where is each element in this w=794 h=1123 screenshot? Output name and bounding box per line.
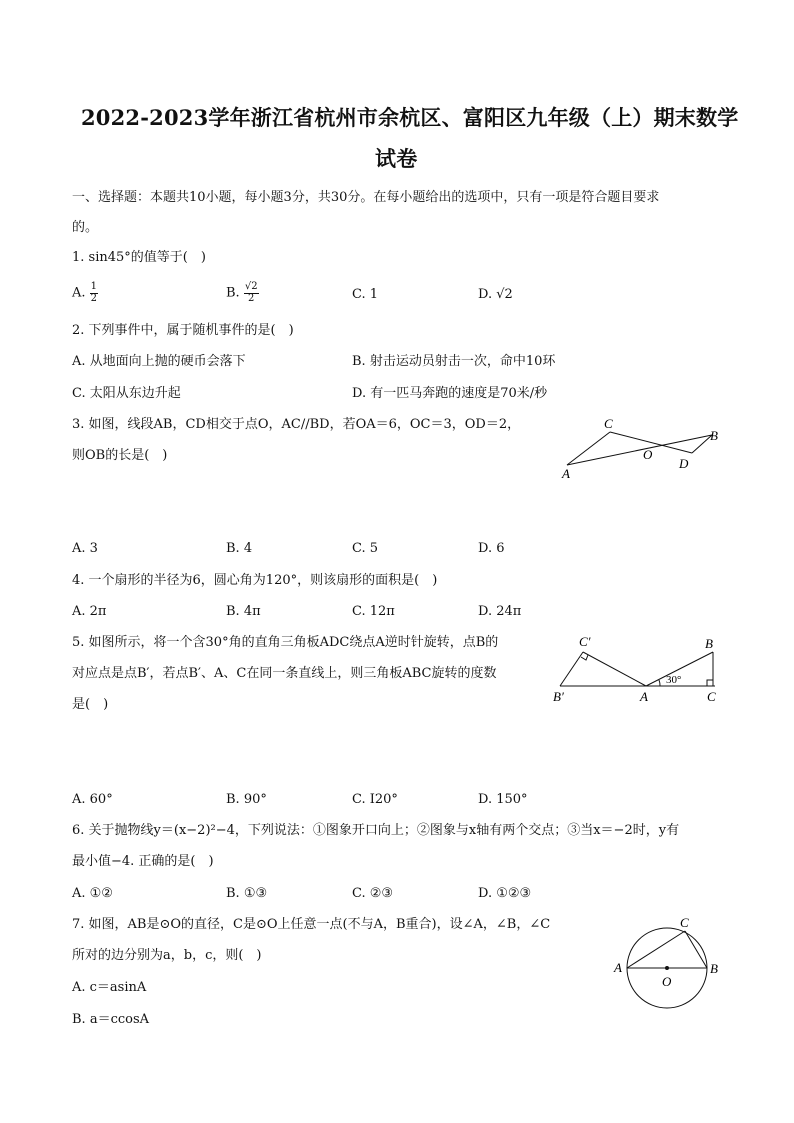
q7-option-a: A. c＝asinA bbox=[72, 980, 147, 995]
q3-figure bbox=[555, 415, 735, 485]
q7-stem-line1: 7. 如图，AB是⊙O的直径，C是⊙O上任意一点(不与A，B重合)，设∠A，∠B，∠C bbox=[72, 917, 551, 932]
q5-stem-line1: 5. 如图所示，将一个含30°角的直角三角板ADC绕点A逆时针旋转，点B的 bbox=[72, 635, 499, 650]
q5-label-a: A bbox=[640, 689, 648, 704]
q2-stem: 2. 下列事件中，属于随机事件的是( ) bbox=[72, 323, 294, 338]
q1-option-d: D. √2 bbox=[478, 287, 513, 302]
q1-option-a: A. $\frac{1}{2}$ bbox=[72, 281, 98, 304]
page-title-line1: 2022-2023学年浙江省杭州市余杭区、富阳区九年级（上）期末数学 bbox=[81, 105, 739, 130]
q3-stem-line1: 3. 如图，线段AB，CD相交于点O，AC//BD，若OA＝6，OC＝3，OD＝2， bbox=[72, 417, 521, 432]
q5-label-b: B bbox=[705, 636, 713, 651]
q7-label-a: A bbox=[614, 960, 622, 975]
q5-angle-label: 30° bbox=[666, 674, 682, 686]
page-title-line2: 试卷 bbox=[375, 146, 418, 171]
q3-option-d: D. 6 bbox=[478, 541, 505, 556]
q2-option-c: C. 太阳从东边升起 bbox=[72, 386, 181, 401]
q7-option-b: B. a＝ccosA bbox=[72, 1012, 150, 1027]
q5-label-c: C bbox=[707, 689, 716, 704]
q6-stem-line1: 6. 关于抛物线y＝(x−2)²−4，下列说法：①图象开口向上；②图象与x轴有两个交点；③当x＝−2时，y有 bbox=[72, 823, 680, 838]
q6-option-c: C. ②③ bbox=[352, 886, 394, 901]
q5-option-c: C. I20° bbox=[352, 792, 398, 807]
q7-label-b: B bbox=[710, 961, 718, 976]
q2-option-b: B. 射击运动员射击一次，命中10环 bbox=[352, 354, 556, 369]
q5-option-a: A. 60° bbox=[72, 792, 113, 807]
q3-label-d: D bbox=[679, 456, 689, 471]
fraction: $\frac{√2}{2}$ bbox=[244, 281, 258, 304]
q5-stem-line3: 是( ) bbox=[72, 697, 109, 712]
q3-option-b: B. 4 bbox=[226, 541, 253, 556]
q6-option-a: A. ①② bbox=[72, 886, 113, 901]
q6-option-b: B. ①③ bbox=[226, 886, 268, 901]
q5-option-b: B. 90° bbox=[226, 792, 267, 807]
q3-label-c: C bbox=[604, 416, 613, 431]
q7-label-c: C bbox=[680, 915, 689, 930]
q5-stem-line2: 对应点是点B′，若点B′、A、C在同一条直线上，则三角板ABC旋转的度数 bbox=[72, 666, 497, 681]
q4-option-d: D. 24π bbox=[478, 604, 522, 619]
q5-label-c-prime: C′ bbox=[579, 634, 591, 649]
q6-option-d: D. ①②③ bbox=[478, 886, 532, 901]
q5-option-d: D. 150° bbox=[478, 792, 528, 807]
q4-stem: 4. 一个扇形的半径为6，圆心角为120°，则该扇形的面积是( ) bbox=[72, 573, 438, 588]
q3-stem-line2: 则OB的长是( ) bbox=[72, 448, 168, 463]
section-heading-line1: 一、选择题：本题共10小题，每小题3分，共30分。在每小题给出的选项中，只有一项是符合题目要求 bbox=[72, 190, 660, 205]
q7-figure bbox=[608, 912, 728, 1022]
q3-label-a: A bbox=[562, 466, 570, 481]
q5-label-b-prime: B′ bbox=[553, 689, 564, 704]
q1-option-b: B. $\frac{√2}{2}$ bbox=[226, 281, 258, 304]
q1-option-c: C. 1 bbox=[352, 287, 379, 302]
q7-label-o: O bbox=[662, 974, 672, 989]
q5-figure bbox=[550, 630, 730, 710]
q7-stem-line2: 所对的边分别为a，b，c，则( ) bbox=[72, 948, 262, 963]
fraction: $\frac{1}{2}$ bbox=[90, 281, 98, 304]
q4-option-a: A. 2π bbox=[72, 604, 107, 619]
section-heading-line2: 的。 bbox=[72, 220, 99, 235]
q3-option-a: A. 3 bbox=[72, 541, 98, 556]
q3-label-o: O bbox=[643, 447, 653, 462]
q6-stem-line2: 最小值−4. 正确的是( ) bbox=[72, 854, 214, 869]
q2-option-d: D. 有一匹马奔跑的速度是70米/秒 bbox=[352, 386, 548, 401]
q4-option-c: C. 12π bbox=[352, 604, 395, 619]
q3-label-b: B bbox=[710, 428, 718, 443]
q1-stem: 1. sin45°的值等于( ) bbox=[72, 250, 206, 265]
q2-option-a: A. 从地面向上抛的硬币会落下 bbox=[72, 354, 246, 369]
q3-option-c: C. 5 bbox=[352, 541, 379, 556]
q4-option-b: B. 4π bbox=[226, 604, 261, 619]
